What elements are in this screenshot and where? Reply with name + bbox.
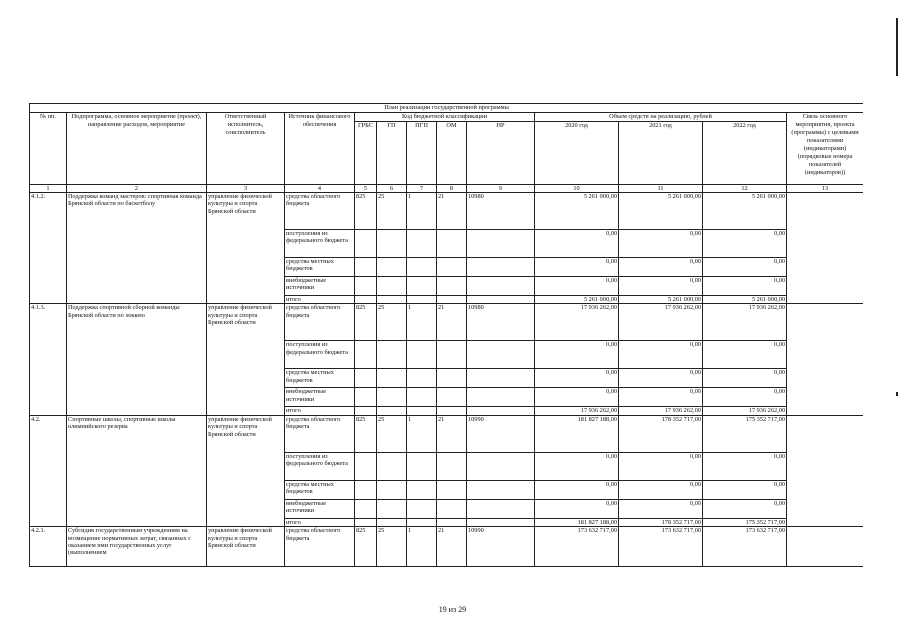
column-number: 3 xyxy=(207,185,285,193)
amount-2021: 0,00 xyxy=(619,480,703,499)
amount-2022: 0,00 xyxy=(703,277,787,296)
code-empty xyxy=(377,369,407,388)
code-empty xyxy=(355,388,377,407)
budget-plan-table xyxy=(29,103,863,567)
code-empty xyxy=(407,341,437,369)
code-empty xyxy=(355,518,377,526)
code-empty xyxy=(355,230,377,258)
amount-2020: 17 936 262,00 xyxy=(535,304,619,341)
activity-name: Спортивные школы, спортивные школы олимпийского резерва xyxy=(67,415,207,526)
activity-name: Субсидия государственным учреждениям на возмещение нормативных затрат, связанных с оказанием ими государственных услуг (выполнением xyxy=(67,527,207,567)
amount-2020: 0,00 xyxy=(535,341,619,369)
amount-2022: 175 352 717,00 xyxy=(703,415,787,452)
code-grbs: 825 xyxy=(355,415,377,452)
activity-name: Поддержка команд мастеров: спортивная команда Брянской области по баскетболу xyxy=(67,193,207,304)
executor-name: управление физической культуры и спорта Брянской области xyxy=(207,527,285,567)
code-gp: 25 xyxy=(377,304,407,341)
amount-2021: 0,00 xyxy=(619,277,703,296)
code-empty xyxy=(377,341,407,369)
amount-2021: 5 261 000,00 xyxy=(619,193,703,230)
code-empty xyxy=(355,341,377,369)
column-number: 11 xyxy=(619,185,703,193)
source-local: средства местных бюджетов xyxy=(285,480,355,499)
amount-2020: 0,00 xyxy=(535,388,619,407)
code-empty xyxy=(407,369,437,388)
header-2021: 2021 год xyxy=(619,122,703,185)
amount-2021: 0,00 xyxy=(619,258,703,277)
code-empty xyxy=(467,518,535,526)
source-total: итого xyxy=(285,407,355,415)
code-om: 21 xyxy=(437,527,467,567)
column-number: 2 xyxy=(67,185,207,193)
source-regional: средства областного бюджета xyxy=(285,193,355,230)
executor-name: управление физической культуры и спорта Брянской области xyxy=(207,415,285,526)
code-empty xyxy=(437,499,467,518)
code-empty xyxy=(407,230,437,258)
amount-2020: 5 261 000,00 xyxy=(535,193,619,230)
code-gp: 25 xyxy=(377,415,407,452)
column-number: 4 xyxy=(285,185,355,193)
code-empty xyxy=(407,480,437,499)
amount-2021: 0,00 xyxy=(619,369,703,388)
code-empty xyxy=(467,499,535,518)
indicator-link xyxy=(787,415,864,526)
code-nr: 10990 xyxy=(467,527,535,567)
column-number: 5 xyxy=(355,185,377,193)
code-empty xyxy=(437,452,467,480)
amount-2020: 0,00 xyxy=(535,480,619,499)
header-executor: Ответственный исполнитель, соисполнитель xyxy=(207,113,285,185)
header-link: Связь основного мероприятия, проекта (программы) с целевыми показателями (индикаторами) (порядковые номера показателей (индикаторов)) xyxy=(787,113,864,185)
header-pgp: ПГП xyxy=(407,122,437,185)
code-empty xyxy=(467,258,535,277)
source-extra: внебюджетные источники xyxy=(285,388,355,407)
code-empty xyxy=(377,480,407,499)
source-total: итого xyxy=(285,296,355,304)
code-empty xyxy=(467,407,535,415)
source-total: итого xyxy=(285,518,355,526)
amount-2021: 178 352 717,00 xyxy=(619,518,703,526)
executor-name: управление физической культуры и спорта Брянской области xyxy=(207,304,285,415)
amount-2022: 5 261 000,00 xyxy=(703,296,787,304)
code-nr: 10980 xyxy=(467,193,535,230)
source-local: средства местных бюджетов xyxy=(285,258,355,277)
budget-plan-table-wrapper xyxy=(29,103,863,579)
code-empty xyxy=(377,518,407,526)
header-2020: 2020 год xyxy=(535,122,619,185)
code-empty xyxy=(377,452,407,480)
source-federal: поступления из федерального бюджета xyxy=(285,452,355,480)
amount-2021: 173 632 717,00 xyxy=(619,527,703,567)
code-empty xyxy=(467,369,535,388)
code-pgp: 1 xyxy=(407,415,437,452)
code-pgp: 1 xyxy=(407,304,437,341)
column-number: 13 xyxy=(787,185,864,193)
amount-2022: 5 261 000,00 xyxy=(703,193,787,230)
amount-2022: 173 632 717,00 xyxy=(703,527,787,567)
amount-2021: 5 261 000,00 xyxy=(619,296,703,304)
code-nr: 10980 xyxy=(467,304,535,341)
code-empty xyxy=(355,277,377,296)
header-volume: Объем средств на реализацию, рублей xyxy=(535,113,787,122)
code-empty xyxy=(467,341,535,369)
source-extra: внебюджетные источники xyxy=(285,499,355,518)
amount-2022: 0,00 xyxy=(703,341,787,369)
code-empty xyxy=(355,407,377,415)
source-regional: средства областного бюджета xyxy=(285,527,355,567)
header-source: Источник финансового обеспечения xyxy=(285,113,355,185)
source-federal: поступления из федерального бюджета xyxy=(285,341,355,369)
amount-2022: 0,00 xyxy=(703,452,787,480)
plan-title: План реализации государственной программы xyxy=(30,104,864,113)
code-empty xyxy=(467,296,535,304)
code-empty xyxy=(437,480,467,499)
indicator-link xyxy=(787,193,864,304)
code-gp: 25 xyxy=(377,193,407,230)
row-number: 4.2. xyxy=(30,415,67,526)
code-empty xyxy=(407,388,437,407)
code-empty xyxy=(437,407,467,415)
header-num: № пп. xyxy=(30,113,67,185)
code-empty xyxy=(407,277,437,296)
amount-2022: 0,00 xyxy=(703,388,787,407)
amount-2021: 0,00 xyxy=(619,230,703,258)
column-number: 9 xyxy=(467,185,535,193)
amount-2021: 17 936 262,00 xyxy=(619,304,703,341)
activity-name: Поддержка спортивной сборной команды Брянской области по хоккею xyxy=(67,304,207,415)
code-empty xyxy=(437,518,467,526)
source-local: средства местных бюджетов xyxy=(285,369,355,388)
code-empty xyxy=(437,388,467,407)
amount-2022: 175 352 717,00 xyxy=(703,518,787,526)
code-empty xyxy=(355,480,377,499)
row-number: 4.1.3. xyxy=(30,304,67,415)
amount-2022: 0,00 xyxy=(703,480,787,499)
amount-2021: 0,00 xyxy=(619,388,703,407)
amount-2020: 0,00 xyxy=(535,452,619,480)
code-empty xyxy=(355,369,377,388)
code-empty xyxy=(437,230,467,258)
table-row xyxy=(30,304,864,341)
table-row xyxy=(30,527,864,567)
page-number: 19 из 29 xyxy=(438,605,467,614)
amount-2022: 17 936 262,00 xyxy=(703,304,787,341)
amount-2020: 0,00 xyxy=(535,258,619,277)
code-empty xyxy=(467,277,535,296)
code-empty xyxy=(407,518,437,526)
header-subprogram: Подпрограмма, основное мероприятие (проект), направление расходов, мероприятие xyxy=(67,113,207,185)
header-om: ОМ xyxy=(437,122,467,185)
executor-name: управление физической культуры и спорта Брянской области xyxy=(207,193,285,304)
amount-2022: 0,00 xyxy=(703,258,787,277)
column-numbers-row xyxy=(30,185,864,193)
header-nr: НР xyxy=(467,122,535,185)
source-regional: средства областного бюджета xyxy=(285,415,355,452)
code-empty xyxy=(467,452,535,480)
code-empty xyxy=(407,258,437,277)
column-number: 1 xyxy=(30,185,67,193)
code-empty xyxy=(437,341,467,369)
amount-2021: 0,00 xyxy=(619,341,703,369)
code-empty xyxy=(407,296,437,304)
code-gp: 25 xyxy=(377,527,407,567)
column-number: 8 xyxy=(437,185,467,193)
code-empty xyxy=(407,407,437,415)
code-empty xyxy=(377,407,407,415)
column-number: 6 xyxy=(377,185,407,193)
amount-2021: 0,00 xyxy=(619,452,703,480)
amount-2020: 0,00 xyxy=(535,277,619,296)
code-om: 21 xyxy=(437,193,467,230)
indicator-link xyxy=(787,527,864,567)
amount-2020: 5 261 000,00 xyxy=(535,296,619,304)
code-empty xyxy=(467,230,535,258)
code-empty xyxy=(355,296,377,304)
code-nr: 10990 xyxy=(467,415,535,452)
header-budget-code: Код бюджетной классификации xyxy=(355,113,535,122)
code-empty xyxy=(437,296,467,304)
amount-2022: 0,00 xyxy=(703,230,787,258)
source-extra: внебюджетные источники xyxy=(285,277,355,296)
amount-2021: 0,00 xyxy=(619,499,703,518)
code-empty xyxy=(377,277,407,296)
code-om: 21 xyxy=(437,304,467,341)
row-number: 4.1.2. xyxy=(30,193,67,304)
code-empty xyxy=(377,388,407,407)
amount-2020: 181 827 188,00 xyxy=(535,415,619,452)
code-empty xyxy=(355,452,377,480)
amount-2020: 173 632 717,00 xyxy=(535,527,619,567)
code-empty xyxy=(437,369,467,388)
header-2022: 2022 год xyxy=(703,122,787,185)
indicator-link xyxy=(787,304,864,415)
code-empty xyxy=(377,258,407,277)
header-gp: ГП xyxy=(377,122,407,185)
code-empty xyxy=(407,452,437,480)
code-pgp: 1 xyxy=(407,527,437,567)
amount-2020: 181 827 188,00 xyxy=(535,518,619,526)
amount-2022: 17 936 262,00 xyxy=(703,407,787,415)
code-om: 21 xyxy=(437,415,467,452)
amount-2020: 0,00 xyxy=(535,369,619,388)
code-grbs: 825 xyxy=(355,193,377,230)
amount-2022: 0,00 xyxy=(703,499,787,518)
column-number: 12 xyxy=(703,185,787,193)
column-number: 7 xyxy=(407,185,437,193)
margin-mark xyxy=(896,18,898,76)
amount-2021: 178 352 717,00 xyxy=(619,415,703,452)
code-empty xyxy=(355,499,377,518)
code-empty xyxy=(377,230,407,258)
header-grbs: ГРБС xyxy=(355,122,377,185)
amount-2022: 0,00 xyxy=(703,369,787,388)
code-pgp: 1 xyxy=(407,193,437,230)
code-empty xyxy=(377,296,407,304)
source-regional: средства областного бюджета xyxy=(285,304,355,341)
code-grbs: 825 xyxy=(355,527,377,567)
amount-2021: 17 936 262,00 xyxy=(619,407,703,415)
code-empty xyxy=(377,499,407,518)
amount-2020: 0,00 xyxy=(535,230,619,258)
code-grbs: 825 xyxy=(355,304,377,341)
code-empty xyxy=(437,277,467,296)
source-federal: поступления из федерального бюджета xyxy=(285,230,355,258)
code-empty xyxy=(437,258,467,277)
row-number: 4.2.1. xyxy=(30,527,67,567)
code-empty xyxy=(407,499,437,518)
code-empty xyxy=(355,258,377,277)
table-row xyxy=(30,415,864,452)
code-empty xyxy=(467,388,535,407)
code-empty xyxy=(467,480,535,499)
column-number: 10 xyxy=(535,185,619,193)
margin-mark xyxy=(896,392,898,396)
amount-2020: 0,00 xyxy=(535,499,619,518)
table-row xyxy=(30,193,864,230)
amount-2020: 17 936 262,00 xyxy=(535,407,619,415)
